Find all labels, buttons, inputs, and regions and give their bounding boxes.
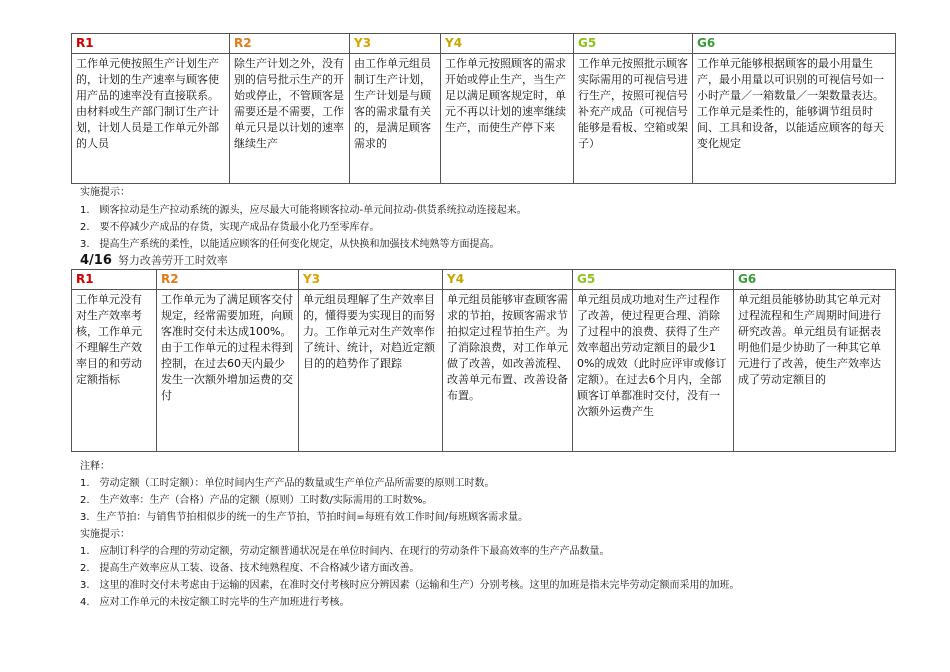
implementation-tip: 2. 要不停减少产成品的存货，实现产成品存货最小化乃至零库存。 <box>80 222 380 233</box>
level-y3-description: 由工作单元组员制订生产计划，生产计划是与顾客的需求量有关的，是满足顾客需求的 <box>350 54 441 184</box>
level-y4-header: Y4 <box>443 270 573 290</box>
section-caption <box>80 253 228 268</box>
level-r2-description: 工作单元为了满足顾客交付规定，经常需要加班，向顾客准时交付未达成100%。由于工作单元的过程未得到控制，在过去60天内最少发生一次额外增加运费的交付 <box>157 290 299 452</box>
implementation-tip: 3. 提高生产系统的柔性，以能适应顾客的任何变化规定，从快换和加强技术纯熟等方面提高。 <box>80 239 500 250</box>
implementation-tip: 2. 提高生产效率应从工装、设备、技术纯熟程度、不合格减少诸方面改善。 <box>80 563 420 574</box>
level-header-row <box>72 270 896 290</box>
level-g6-description: 单元组员能够协助其它单元对过程流程和生产周期时间进行研究改善。单元组员有证据表明他们是少协助了一种其它单元进行了改善，使生产效率达成了劳动定额目的 <box>734 290 896 452</box>
section-title: 努力改善劳开工时效率 <box>117 254 228 267</box>
level-table-1 <box>71 33 896 184</box>
notes-title: 注释： <box>80 461 110 472</box>
level-y4-header: Y4 <box>441 34 574 54</box>
level-y4-description: 工作单元按照顾客的需求开始或停止生产，当生产足以满足顾客规定时，单元不再以计划的速率继续生产，而使生产停下来 <box>441 54 574 184</box>
level-r1-header: R1 <box>72 34 230 54</box>
implementation-tip: 1. 顾客拉动是生产拉动系统的源头，应尽最大可能将顾客拉动-单元间拉动-供货系统拉动连接起来。 <box>80 205 527 216</box>
level-r2-header: R2 <box>157 270 299 290</box>
note-item: 2. 生产效率：生产（合格）产品的定额（原则）工时数/实际需用的工时数%。 <box>80 495 433 506</box>
level-description-row <box>72 290 896 452</box>
level-table-2 <box>71 269 896 452</box>
level-g6-header: G6 <box>734 270 896 290</box>
note-item: 1. 劳动定额（工时定额）：单位时间内生产产品的数量或生产单位产品所需要的原则工时数。 <box>80 478 495 489</box>
level-r1-description: 工作单元没有对生产效率考核，工作单元不理解生产效率目的和劳动定额指标 <box>72 290 157 452</box>
level-g6-description: 工作单元能够根据顾客的最小用量生产，最小用量以可识别的可视信号如一小时产量／一箱数量／一架数量表达。工作单元是柔性的，能够调节组员时间、工具和设备，以能适应顾客的每天变化规定 <box>693 54 896 184</box>
level-description-row <box>72 54 896 184</box>
level-g5-description: 工作单元按照批示顾客实际需用的可视信号进行生产，按照可视信号补充产成品（可视信号能够是看板、空箱或架子） <box>574 54 693 184</box>
level-header-row <box>72 34 896 54</box>
level-r1-header: R1 <box>72 270 157 290</box>
level-r2-description: 除生产计划之外，没有别的信号批示生产的开始或停止，不管顾客是需要还是不需要，工作单元只是以计划的速率继续生产 <box>230 54 350 184</box>
level-y3-description: 单元组员理解了生产效率目的，懂得要为实现目的而努力。工作单元对生产效率作了统计、统计，对趋近定额目的的趋势作了跟踪 <box>299 290 443 452</box>
section-number: 4/16 <box>80 253 112 268</box>
implementation-tip: 4. 应对工作单元的未按定额工时完毕的生产加班进行考核。 <box>80 597 350 608</box>
implementation-tip: 1. 应制订科学的合理的劳动定额，劳动定额普通状况是在单位时间内、在现行的劳动条件下最高效率的生产产品数量。 <box>80 546 610 557</box>
level-g5-description: 单元组员成功地对生产过程作了改善，使过程更合理、消除了过程中的浪费、获得了生产效率超出劳动定额目的最少10%的成效（此时应评审或修订定额）。在过去6个月内，全部顾客订单都准时交付，没有一次额外运费产生 <box>573 290 734 452</box>
implementation-tip: 3. 这里的准时交付未考虑由于运输的因素，在准时交付考核时应分辨因素（运输和生产）分别考核。这里的加班是指未完毕劳动定额而采用的加班。 <box>80 580 740 591</box>
level-r1-description: 工作单元使按照生产计划生产的，计划的生产速率与顾客使用产品的速率没有直接联系。由材料或生产部门制订生产计划，计划人员是工作单元外部的人员 <box>72 54 230 184</box>
implementation-tips-title: 实施提示： <box>80 187 130 198</box>
level-y3-header: Y3 <box>299 270 443 290</box>
level-g5-header: G5 <box>573 270 734 290</box>
note-item: 3．生产节拍：与销售节拍相似步的统一的生产节拍，节拍时间=每班有效工作时间/每班顾客需求量。 <box>80 512 529 523</box>
level-g6-header: G6 <box>693 34 896 54</box>
level-y4-description: 单元组员能够审查顾客需求的节拍，按顾客需求节拍拟定过程节拍生产。为了消除浪费，对工作单元做了改善，如改善流程、改善单元布置、改善设备布置。 <box>443 290 573 452</box>
level-r2-header: R2 <box>230 34 350 54</box>
level-g5-header: G5 <box>574 34 693 54</box>
level-y3-header: Y3 <box>350 34 441 54</box>
implementation-tips-title: 实施提示： <box>80 529 130 540</box>
